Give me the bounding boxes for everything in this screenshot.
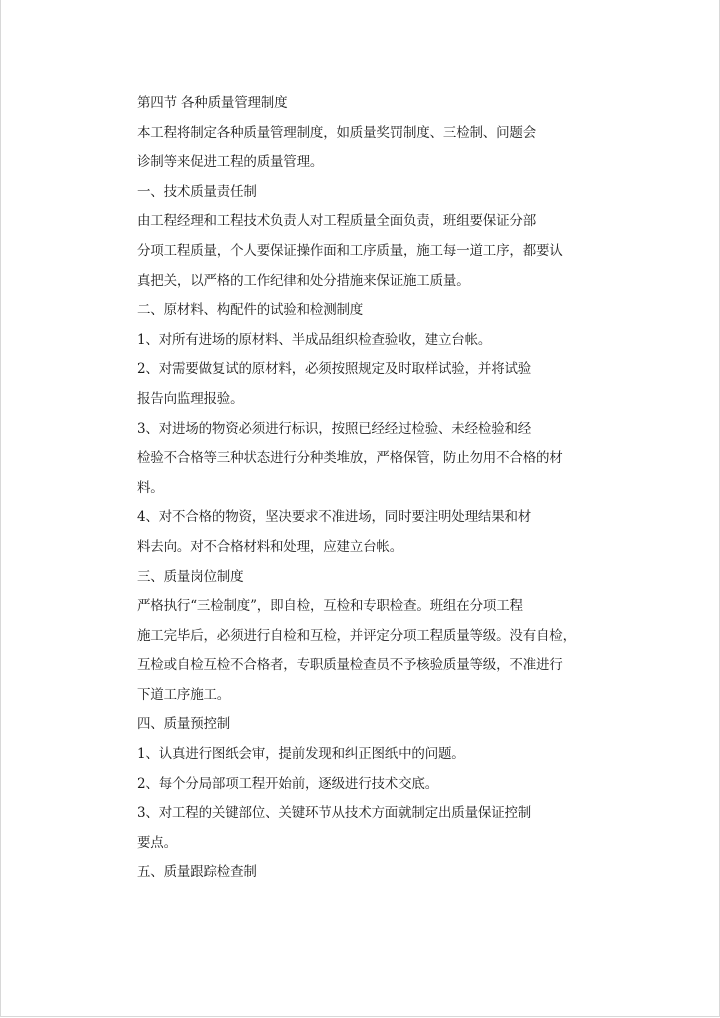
list-item-line: 2、对需要做复试的原材料，必须按照规定及时取样试验，并将试验 bbox=[137, 361, 532, 378]
subheading: 三、质量岗位制度 bbox=[137, 568, 244, 585]
paragraph-line: 由工程经理和工程技术负责人对工程质量全面负责，班组要保证分部 bbox=[137, 213, 536, 230]
list-item-line: 料去向。对不合格材料和处理，应建立台帐。 bbox=[137, 538, 403, 555]
list-item-line: 3、对进场的物资必须进行标识，按照已经经过检验、未经检验和经 bbox=[137, 420, 532, 437]
list-item-line: 要点。 bbox=[137, 834, 177, 851]
subheading: 四、质量预控制 bbox=[137, 716, 231, 733]
list-item-line: 3、对工程的关键部位、关键环节从技术方面就制定出质量保证控制 bbox=[137, 805, 532, 822]
document-body bbox=[137, 89, 597, 888]
list-item-line: 检验不合格等三种状态进行分种类堆放，严格保管，防止勿用不合格的材 bbox=[137, 450, 563, 467]
paragraph-line: 真把关，以严格的工作纪律和处分措施来保证施工质量。 bbox=[137, 272, 470, 289]
paragraph-line: 互检或自检互检不合格者，专职质量检查员不予核验质量等级，不准进行 bbox=[137, 657, 563, 674]
paragraph-line: 分项工程质量，个人要保证操作面和工序质量，施工每一道工序，都要认 bbox=[137, 242, 563, 259]
paragraph-line: 诊制等来促进工程的质量管理。 bbox=[137, 154, 324, 171]
paragraph-line: 严格执行“三检制度”，即自检，互检和专职检查。班组在分项工程 bbox=[137, 598, 523, 615]
subheading: 二、原材料、构配件的试验和检测制度 bbox=[137, 302, 364, 319]
list-item-line: 2、每个分局部项工程开始前，逐级进行技术交底。 bbox=[137, 775, 438, 792]
paragraph-line: 下道工序施工。 bbox=[137, 686, 231, 703]
subheading: 一、技术质量责任制 bbox=[137, 183, 257, 200]
list-item-line: 1、对所有进场的原材料、半成品组织检查验收，建立台帐。 bbox=[137, 331, 492, 348]
paragraph-line: 本工程将制定各种质量管理制度，如质量奖罚制度、三检制、问题会 bbox=[137, 124, 536, 141]
list-item-line: 报告向监理报验。 bbox=[137, 390, 244, 407]
section-heading: 第四节 各种质量管理制度 bbox=[137, 95, 288, 111]
list-item-line: 4、对不合格的物资，坚决要求不准进场，同时要注明处理结果和材 bbox=[137, 509, 532, 526]
list-item-line: 料。 bbox=[137, 479, 164, 496]
list-item-line: 1、认真进行图纸会审，提前发现和纠正图纸中的问题。 bbox=[137, 746, 465, 763]
subheading: 五、质量跟踪检查制 bbox=[137, 864, 257, 881]
paragraph-line: 施工完毕后，必须进行自检和互检，并评定分项工程质量等级。没有自检， bbox=[137, 627, 576, 644]
